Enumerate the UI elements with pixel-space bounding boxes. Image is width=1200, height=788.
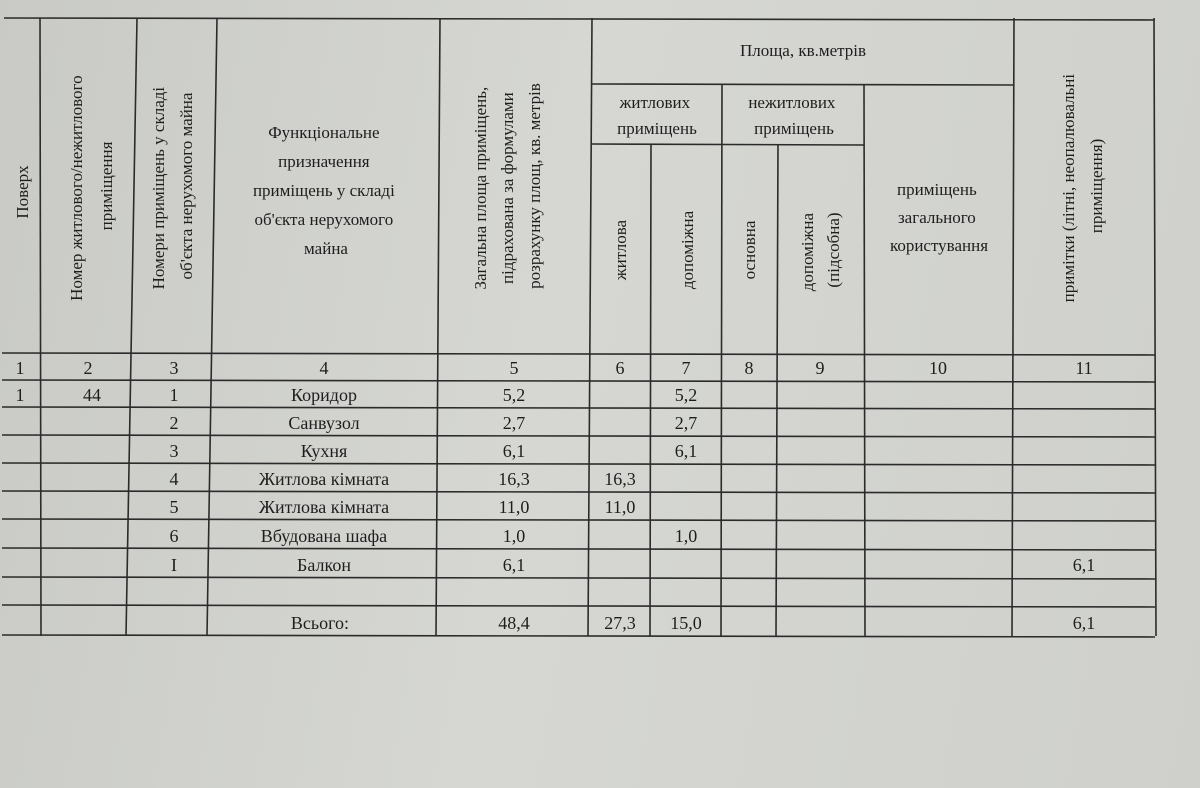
cell-purpose: Коридор bbox=[291, 385, 357, 405]
column-numbers-row bbox=[16, 358, 1093, 378]
column-number: 9 bbox=[815, 358, 825, 378]
total-label: Всього: bbox=[290, 613, 350, 633]
header-auxiliary: допоміжна bbox=[678, 210, 697, 290]
header-functional-purpose: Функціональне призначення приміщень у складі об'єкта нерухомого майна bbox=[252, 123, 395, 258]
total-row bbox=[291, 613, 1095, 633]
cell-purpose: Кухня bbox=[300, 441, 348, 461]
cell-total: 2,7 bbox=[502, 413, 526, 433]
table-header bbox=[13, 41, 1106, 302]
cell-room: I bbox=[171, 555, 177, 575]
cell-room: 5 bbox=[169, 497, 179, 517]
table-row bbox=[171, 555, 1095, 575]
header-auxiliary-utility: допоміжна (підсобна) bbox=[798, 212, 843, 292]
table-row bbox=[16, 385, 698, 405]
cell-notes: 6,1 bbox=[1072, 555, 1096, 575]
header-main: основна bbox=[740, 220, 759, 280]
cell-total: 6,1 bbox=[502, 555, 526, 575]
column-number: 6 bbox=[615, 358, 625, 378]
cell-room: 4 bbox=[169, 469, 179, 489]
cell-aux: 2,7 bbox=[674, 413, 698, 433]
table-row bbox=[170, 469, 636, 489]
cell-aux: 5,2 bbox=[674, 385, 698, 405]
cell-total: 11,0 bbox=[498, 497, 530, 517]
table-row bbox=[170, 526, 698, 546]
column-number: 3 bbox=[169, 358, 179, 378]
cell-purpose: Балкон bbox=[297, 555, 351, 575]
cell-purpose: Житлова кімната bbox=[258, 469, 390, 489]
cell-purpose: Вбудована шафа bbox=[260, 526, 388, 546]
cell-room: 6 bbox=[169, 526, 179, 546]
column-number: 5 bbox=[509, 358, 519, 378]
column-number: 1 bbox=[15, 358, 25, 378]
cell-living: 16,3 bbox=[604, 469, 636, 489]
cell-total: 6,1 bbox=[502, 441, 526, 461]
header-area-group: Площа, кв.метрів bbox=[739, 41, 867, 60]
cell-floor: 1 bbox=[15, 385, 25, 405]
total-living: 27,3 bbox=[604, 613, 636, 633]
cell-room: 3 bbox=[169, 441, 179, 461]
cell-aux: 6,1 bbox=[674, 441, 698, 461]
total-aux: 15,0 bbox=[670, 613, 702, 633]
header-floor: Поверх bbox=[13, 165, 32, 219]
column-number: 8 bbox=[744, 358, 754, 378]
cell-living: 11,0 bbox=[604, 497, 636, 517]
header-notes: примітки (літні, неопалювальні приміщення) bbox=[1059, 73, 1106, 303]
cell-purpose: Житлова кімната bbox=[258, 497, 390, 517]
header-nonresidential-group: нежитлових приміщень bbox=[748, 93, 836, 138]
cell-unit: 44 bbox=[83, 385, 101, 405]
column-number: 2 bbox=[83, 358, 93, 378]
cell-total: 5,2 bbox=[502, 385, 526, 405]
column-number: 7 bbox=[681, 358, 691, 378]
cell-aux: 1,0 bbox=[674, 526, 698, 546]
cell-room: 1 bbox=[169, 385, 179, 405]
total-area: 48,4 bbox=[498, 613, 530, 633]
total-notes: 6,1 bbox=[1072, 613, 1096, 633]
table-row bbox=[170, 441, 698, 461]
table-row bbox=[170, 413, 698, 433]
header-total-area: Загальна площа приміщень, підрахована за формулами розрахунку площ, кв. метрів bbox=[471, 83, 544, 290]
header-unit-number: Номер житлового/нежитлового приміщення bbox=[67, 75, 116, 301]
cell-total: 1,0 bbox=[502, 526, 526, 546]
cell-room: 2 bbox=[169, 413, 179, 433]
column-number: 11 bbox=[1075, 358, 1093, 378]
column-number: 4 bbox=[319, 358, 329, 378]
cell-purpose: Санвузол bbox=[288, 413, 360, 433]
header-room-numbers: Номери приміщень у складі об'єкта нерухомого майна bbox=[149, 86, 196, 290]
column-number: 10 bbox=[929, 358, 947, 378]
table-row bbox=[170, 497, 636, 517]
header-common-use: приміщень загального користування bbox=[889, 180, 989, 255]
header-residential-group: житлових приміщень bbox=[617, 93, 697, 138]
header-living: житлова bbox=[611, 219, 630, 281]
cell-total: 16,3 bbox=[498, 469, 530, 489]
